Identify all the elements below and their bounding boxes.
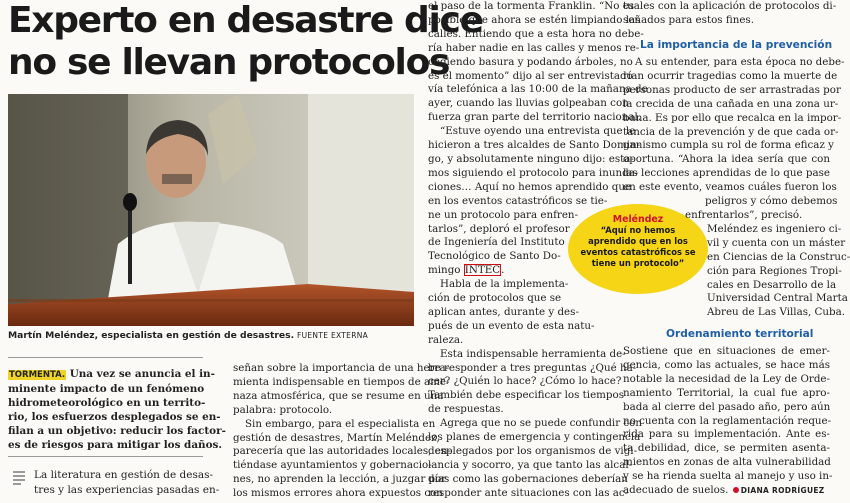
subhead-ordenamiento: Ordenamiento territorial [666,328,814,340]
lede-line: rio, los esfuerzos desplegados se en- [8,411,221,423]
body-line: ne un protocolo para enfren- [428,208,579,221]
byline: DIANA RODRÍGUEZ [740,486,825,496]
body-line: mientos en zonas de alta vulnerabilidad [623,456,831,469]
body-line: aplican antes, durante y des- [428,305,579,318]
body-line: hicieron a tres alcaldes de Santo Domin- [428,139,641,152]
text-paragraph-icon [12,470,26,488]
headline-line-1: Experto en desastre dice [8,0,483,41]
lede-line: filan a un objetivo: reducir los factor- [8,425,226,437]
body-line: en este evento, veamos cuáles fueron los [623,181,837,194]
article-photo [8,94,414,326]
body-line: en los eventos catastróficos se tie- [428,194,608,207]
body-line: de Ingeniería del Instituto [428,236,565,249]
body-line: También debe especificar los tiempos [428,389,625,402]
end-mark-icon [733,487,739,493]
subhead-prevencion: La importancia de la prevención [640,39,833,51]
body-line: ayer, cuando las lluvias golpeaban con [428,97,629,110]
body-line: parecería que las autoridades locales, en- [233,445,451,458]
body-line: lancia y socorro, ya que tanto las alcal- [428,458,633,471]
headline [8,0,483,84]
body-line: oportuna. “Ahora la idea sería que con [623,153,830,166]
body-line: nes, no aprenden la lección, a juzgar por [233,473,447,486]
lede-divider [8,456,203,457]
column-1-text [34,468,220,497]
body-line: mos siguiendo el protocolo para inunda- [428,166,639,179]
body-line: ción de protocolos que se [428,292,562,305]
body-line: de respuestas. [428,403,504,416]
body-line: pués de un evento de esta natu- [428,319,595,332]
body-line: los planes de emergencia y contingencia [428,431,641,444]
lede [8,367,226,452]
body-line: señan sobre la importancia de una herra- [233,362,450,374]
body-line: Tecnológico de Santo Do- [428,250,561,263]
caption-credit: FUENTE EXTERNA [296,331,369,340]
lede-line: es de riesgos para mitigar los daños. [8,439,223,451]
body-line: el paso de la tormenta Franklin. “No es [428,0,635,12]
body-line: y se ha rienda suelta al manejo y uso in- [623,470,833,483]
body-line: calles. Entiendo que a esta hora no debe- [428,27,644,40]
body-line: Sin embargo, para el especialista en [245,417,436,430]
body-line: mienta indispensable en tiempos de ame- [233,375,450,388]
body-line: La literatura en gestión de desas- [34,469,214,481]
body-line: señados para estos fines. [623,13,754,26]
body-line: Abreu de Las Villas, Cuba. [707,306,846,319]
body-line: tiéndase ayuntamientos y gobernacio- [233,459,432,472]
headline-line-2: no se llevan protocolos [8,42,450,83]
body-line: ción para Regiones Tropi- [707,264,842,277]
body-line: adecuado de suelos. [623,484,729,497]
body-line: raleza. [428,333,464,346]
body-line: gencia, como las actuales, se hace más [623,358,830,371]
body-line: Sostiene que en situaciones de emer- [623,345,830,357]
caption-text: Martín Meléndez, especialista en gestión de desastres. [8,330,295,341]
column-4-bottom [623,345,833,498]
body-line: A su entender, para esta época no debe- [635,56,845,68]
lede-line: Una vez se anuncia el in- [69,368,215,380]
body-line: mingo [428,264,461,277]
body-line: palabra: protocolo. [233,403,333,416]
body-line: en Ciencias de la Construc- [707,250,850,263]
body-line: go, y absolutamente ninguno dijo: esta- [428,152,634,165]
body-line: notable la necesidad de la Ley de Orde- [623,372,830,385]
body-line: bada al cierre del pasado año, pero aún [623,400,831,413]
body-line: Agrega que no se puede confundir con [440,417,643,430]
body-line: fuerza gran parte del territorio nacional. [428,111,642,124]
column-2 [233,362,451,501]
body-line: ganismo cumpla su rol de forma eficaz y [623,139,834,152]
lede-line: minente impacto de un fenómeno [8,383,205,395]
body-line: peligros y cómo debemos [705,195,838,208]
body-line: tarlos”, deploró el profesor [428,222,570,235]
body-line: rían ocurrir tragedias como la muerte de [623,69,838,82]
body-line: be responder a tres preguntas ¿Qué ha- [428,361,637,374]
body-line: rida para su implementación. Ante es- [623,428,830,441]
caption-divider [8,357,203,358]
body-line: bana. Es por ello que recalca en la impor- [623,111,842,124]
body-line: no cuenta con la reglamentación reque- [623,414,832,427]
body-line: responder ante situaciones con las ac- [428,486,629,499]
body-line: namiento Territorial, la cual fue apro- [623,386,830,399]
body-line: la crecida de una cañada en una zona ur- [623,97,839,110]
body-line: ría haber nadie en las calles y menos re- [428,41,640,54]
lede-tag: TORMENTA. [9,370,66,380]
body-line: personas producto de ser arrastradas por [623,83,841,96]
body-line: ta debilidad, dice, se permiten asenta- [623,442,830,455]
body-line: Meléndez es ingeniero ci- [707,222,842,235]
body-line: Universidad Central Marta [707,292,848,305]
body-line: vía telefónica a las 10:00 de la mañana de [428,83,648,96]
intec-highlight: INTEC [464,264,501,277]
body-line: “Estuve oyendo una entrevista que le [440,125,636,138]
body-line: días como las gobernaciones deberían [428,472,628,485]
body-line: tuales con la aplicación de protocolos di- [623,0,837,12]
body-line: Habla de la implementa- [440,278,569,291]
body-line: tancia de la prevención y de que cada or- [623,125,839,138]
column-3: el paso de la tormenta Franklin. “No es posible que ahora se estén limpiando las calles. Entiendo que a esta hora no debe- ría haber nadie en las calles y menos re- cogiendo basura y podando árboles, no es el momento” dijo al ser entrevistado vía telefónica a las 10:00 de la mañana de ayer, cuando las lluvias golpeaban con fuerza gran parte del territorio nacional. “Estuve oyendo una entrevista que le hicieron a tres alcaldes de Santo Domin- go, y absolutamente ninguno dijo: esta- mos siguiendo el protocolo para inunda- ciones… Aquí no hemos aprendido que en los eventos catastróficos se tie- ne un protocolo para enfren- tarlos”, deploró el profesor de Ingeniería del Instituto Tecnológico de Santo Do- mingo INTEC. Habla de la implementa- ción de protocolos que se aplican antes, durante y des- pués de un evento de esta natu- raleza. Esta indispensable herramienta de- be responder a tres preguntas ¿Qué ha- cer? ¿Quién lo hace? ¿Cómo lo hace? También debe especificar los tiempos de respuestas. Agrega que no se puede confundir con los planes de emergencia y contingencia desplegados por los organismos de vigi- lancia y socorro, ya que tanto las alcal- días como las gobernaciones deberían responder ante situaciones con las ac- [428,0,648,499]
body-line: desplegados por los organismos de vigi- [428,445,638,457]
body-line: vil y cuenta con un máster [707,236,846,249]
column-4-top [623,0,837,28]
body-line: cogiendo basura y podando árboles, no [428,55,633,68]
lede-line: hidrometeorológico en un territo- [8,397,206,409]
body-line: Esta indispensable herramienta de- [440,347,626,360]
photo-caption [8,330,418,341]
pull-quote-text: “Aquí no hemos aprendido que en los eventos catastróficos se tiene un protocolo” [580,225,696,268]
body-line: posible que ahora se estén limpiando las [428,13,641,26]
column-4-mid [623,56,850,320]
body-line: naza atmosférica, que se resume en una [233,389,444,402]
body-line: las lecciones aprendidas de lo que pase [623,167,830,180]
body-line: enfrentarlos”, precisó. [685,208,803,221]
body-line: es el momento” dijo al ser entrevistado [428,69,633,82]
pull-quote-name: Meléndez [612,214,664,225]
body-line: cales en Desarrollo de la [707,278,837,291]
body-line: tres y las experiencias pasadas en- [34,483,220,496]
body-line: ciones… Aquí no hemos aprendido que [428,180,632,193]
body-line: los mismos errores ahora expuestos con [233,487,443,500]
body-line: gestión de desastres, Martín Meléndez, [233,431,440,444]
body-line: cer? ¿Quién lo hace? ¿Cómo lo hace? [428,375,622,388]
